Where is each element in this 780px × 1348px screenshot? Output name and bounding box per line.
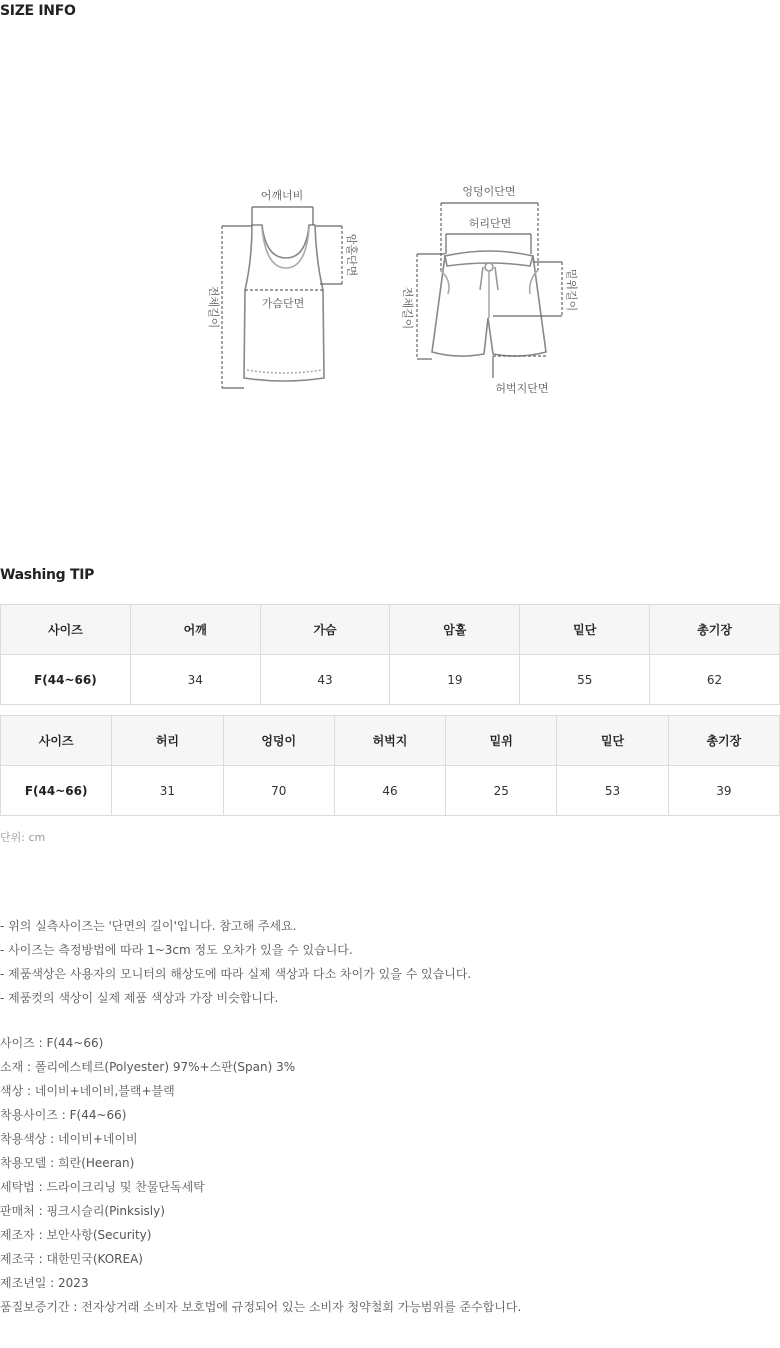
table-header-cell: 사이즈 bbox=[1, 716, 112, 766]
table-cell: 70 bbox=[223, 766, 334, 816]
chest-label: 가슴단면 bbox=[261, 297, 305, 310]
table-header-cell: 암홀 bbox=[390, 605, 520, 655]
info-item: 착용모델 : 희란(Heeran) bbox=[0, 1156, 135, 1170]
table-header-row bbox=[1, 716, 780, 766]
shorts-diagram bbox=[432, 251, 546, 356]
bottom-size-table bbox=[0, 715, 780, 816]
table-row bbox=[1, 766, 780, 816]
table-cell: 31 bbox=[112, 766, 223, 816]
hip-label: 엉덩이단면 bbox=[462, 185, 516, 198]
note-item: - 위의 실측사이즈는 '단면의 길이'입니다. 참고해 주세요. bbox=[0, 919, 297, 933]
table-cell: 62 bbox=[650, 655, 780, 705]
table-cell: 39 bbox=[668, 766, 779, 816]
table-header-cell: 허리 bbox=[112, 716, 223, 766]
table-header-cell: 가슴 bbox=[260, 605, 390, 655]
info-item: 착용색상 : 네이비+네이비 bbox=[0, 1132, 138, 1146]
table-cell: 55 bbox=[520, 655, 650, 705]
table-header-cell: 사이즈 bbox=[1, 605, 131, 655]
note-item: - 사이즈는 측정방법에 따라 1~3cm 정도 오차가 있을 수 있습니다. bbox=[0, 943, 353, 957]
size-diagram bbox=[0, 170, 780, 410]
table-header-row bbox=[1, 605, 780, 655]
unit-note: 단위: cm bbox=[0, 831, 46, 844]
size-info-title: SIZE INFO bbox=[0, 3, 76, 19]
table-row bbox=[1, 655, 780, 705]
table-header-cell: 총기장 bbox=[650, 605, 780, 655]
table-cell: 34 bbox=[130, 655, 260, 705]
waist-label: 허리단면 bbox=[468, 217, 512, 230]
shoulder-label: 어깨너비 bbox=[260, 189, 304, 202]
washing-tip-title: Washing TIP bbox=[0, 567, 95, 583]
info-item: 판매처 : 핑크시슬리(Pinksisly) bbox=[0, 1204, 165, 1218]
info-item: 색상 : 네이비+네이비,블랙+블랙 bbox=[0, 1084, 175, 1098]
table-cell: 53 bbox=[557, 766, 668, 816]
info-item: 사이즈 : F(44~66) bbox=[0, 1036, 104, 1050]
table-cell: F(44~66) bbox=[1, 766, 112, 816]
shorts-length-label: 전체길이 bbox=[401, 286, 414, 330]
notes-list bbox=[0, 914, 471, 1010]
info-item: 제조국 : 대한민국(KOREA) bbox=[0, 1252, 143, 1266]
table-cell: 46 bbox=[334, 766, 445, 816]
table-cell: 25 bbox=[446, 766, 557, 816]
top-length-label: 전체길이 bbox=[207, 285, 220, 329]
table-header-cell: 밑단 bbox=[557, 716, 668, 766]
table-cell: 43 bbox=[260, 655, 390, 705]
table-header-cell: 어깨 bbox=[130, 605, 260, 655]
table-header-cell: 허벅지 bbox=[334, 716, 445, 766]
table-cell: F(44~66) bbox=[1, 655, 131, 705]
info-item: 세탁법 : 드라이크리닝 및 찬물단독세탁 bbox=[0, 1180, 205, 1194]
top-size-table bbox=[0, 604, 780, 705]
table-header-cell: 밑위 bbox=[446, 716, 557, 766]
table-header-cell: 총기장 bbox=[668, 716, 779, 766]
info-item: 소재 : 폴리에스테르(Polyester) 97%+스판(Span) 3% bbox=[0, 1060, 296, 1074]
info-item: 제조년일 : 2023 bbox=[0, 1276, 89, 1290]
table-cell: 19 bbox=[390, 655, 520, 705]
thigh-label: 허벅지단면 bbox=[495, 382, 549, 395]
product-info-list bbox=[0, 1031, 521, 1319]
note-item: - 제품색상은 사용자의 모니터의 해상도에 따라 실제 색상과 다소 차이가 있을 수 있습니다. bbox=[0, 967, 472, 981]
note-item: - 제품컷의 색상이 실제 제품 색상과 가장 비슷합니다. bbox=[0, 991, 279, 1005]
info-item: 제조자 : 보안사항(Security) bbox=[0, 1228, 152, 1242]
info-item: 품질보증기간 : 전자상거래 소비자 보호법에 규정되어 있는 소비자 청약철회 가능범위를 준수합니다. bbox=[0, 1300, 522, 1314]
armhole-label: 암홀단면 bbox=[345, 233, 358, 277]
rise-label: 밑위길이 bbox=[565, 268, 578, 312]
info-item: 착용사이즈 : F(44~66) bbox=[0, 1108, 127, 1122]
table-header-cell: 엉덩이 bbox=[223, 716, 334, 766]
table-header-cell: 밑단 bbox=[520, 605, 650, 655]
